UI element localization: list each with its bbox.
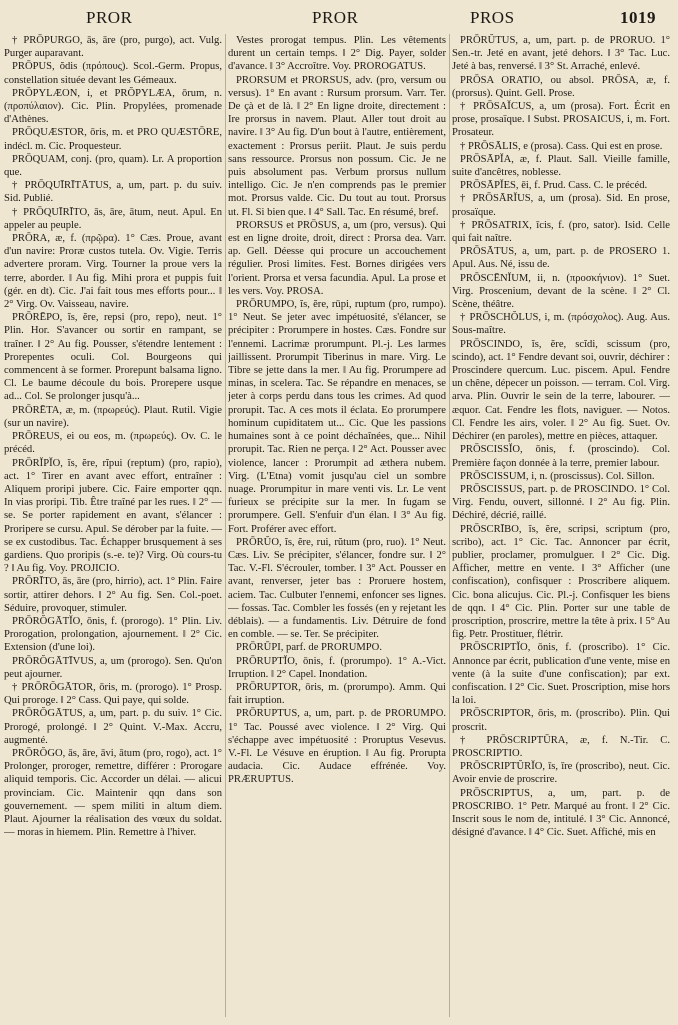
dictionary-entry: PRŌSCĒNĬUM, ii, n. (προσκήνιον). 1° Suet. Virg. Proscenium, devant de la scène. ‖ 2° Cl. Scène, théâtre.: [452, 272, 670, 311]
dictionary-entry: † PRŌPURGO, ās, āre (pro, purgo), act. Vulg. Purger auparavant.: [4, 35, 222, 60]
dictionary-entry: PRŌSĀTUS, a, um, part. p. de PROSERO 1. Apul. Aus. Né, issu de.: [452, 246, 670, 271]
dictionary-entry: PRŌSCISSĬO, ōnis, f. (proscindo). Col. Première façon donnée à la terre, premier labour.: [452, 444, 670, 469]
header-right-guide-word: PROS: [470, 8, 515, 27]
dictionary-entry: PRŌSCRIPTOR, ōris, m. (proscribo). Plin. Qui proscrit.: [452, 708, 670, 733]
dictionary-entry: PRŌRUPTUS, a, um, part. p. de PRORUMPO. 1° Tac. Poussé avec violence. ‖ 2° Virg. Qui s'échappe avec impétuosité : Proruptus Vesevus. V.-Fl. Le Vésuve en éruption. ‖ Au fig. Prorupta audacia. Cic. Audace effrénée. Voy. PRÆRUPTUS.: [228, 708, 446, 786]
dictionary-entry: PRŌRŬTUS, a, um, part. p. de PRORUO. 1° Sen.-tr. Jeté en avant, jeté dehors. ‖ 3° Tac. Luc. Jeté à bas, renversé. ‖ 3° St. Arraché, enlevé.: [452, 35, 670, 73]
text-columns: [4, 34, 670, 1017]
dictionary-entry: Vestes prorogat tempus. Plin. Les vêtements durent un certain temps. ‖ 2° Dig. Payer, solder d'avance. ‖ 3° Accroître. Voy. PROROGATUS.: [228, 35, 446, 73]
dictionary-entry: PRŌSĀPĬES, ēi, f. Prud. Cass. C. le précéd.: [460, 180, 648, 192]
column-3: [452, 34, 670, 1017]
dictionary-entry: PRŌSĀPĬA, æ, f. Plaut. Sall. Vieille famille, suite d'ancêtres, noblesse.: [452, 153, 670, 179]
dictionary-entry: PRŌRŬO, ĭs, ĕre, rui, rŭtum (pro, ruo). 1° Neut. Cæs. Liv. Se précipiter, s'élancer, fondre sur. ‖ 2° Tac. V.-Fl. S'écrouler, tomber. ‖ 3° Act. Pousser en avant, renverser, jeter bas : Proruere hostem, aciem. Tac. Culbuter l'ennemi, enfoncer ses lignes. — fossas. Tac. Combler les fossés (en y rejetant les déblais). — a fundamentis. Liv. Détruire de fond en comble. — se. Ter. Se précipiter.: [228, 536, 446, 641]
dictionary-entry: PRŌRĒTA, æ, m. (πρωρεύς). Plaut. Rutil. Vigie (sur un navire).: [4, 404, 222, 429]
dictionary-entry: † PRŌSCHŎLUS, i, m. (πρόσχολος). Aug. Aus. Sous-maître.: [452, 312, 670, 337]
running-header: [0, 6, 678, 30]
header-left-guide-word: PROR: [86, 8, 133, 27]
column-2: [228, 34, 446, 1017]
dictionary-entry: PRŌSA ORATIO, ou absol. PRŌSA, æ, f. (prorsus). Quint. Gell. Prose.: [452, 74, 670, 99]
dictionary-entry: † PRŌSĀRĬUS, a, um (prosa). Sid. En prose, prosaïque.: [452, 193, 670, 218]
dictionary-entry: PRŌRŎGĀTĪVUS, a, um (prorogo). Sen. Qu'on peut ajourner.: [4, 655, 222, 680]
dictionary-entry: PRŌRUMPO, ĭs, ĕre, rūpi, ruptum (pro, rumpo). 1° Neut. Se jeter avec impétuosité, s'élancer, se précipiter : Prorumpere in hostes. Cæs. Fondre sur l'ennemi. Lacrimæ prorumpunt. Pl.-j. Les larmes jaillissent. Prorumpit Tiberinus in mare. Virg. Le Tibre se jette dans la mer. ‖ Au fig. Prorumpere ad minas, in scelera. Tac. Se répandre en menaces, se jeter à corps perdu dans tous les crimes. Ad quod prorupit. Tac. A ces mots il éclata. Eo prorumpere hominum cupiditatem ut... Cic. Que les passions humaines sont à ce point déchaînées, que... Nihil prorupit. Tac. Rien ne perça. ‖ 2° Act. Pousser avec violence, lancer : Prorumpit ad æthera nubem. Virg. (L'Etna) vomit jusqu'au ciel un sombre nuage. Prorumpitur in mare venti vis. Lr. Le vent furieux se précipite sur la mer. In fugam se prorumpere. Gell. S'enfuir d'un élan. ‖ 3° Au fig. Fort. Proférer avec effort.: [228, 299, 446, 535]
page-number: 1019: [620, 8, 656, 27]
dictionary-entry: PRŌSCINDO, ĭs, ĕre, scĭdi, scissum (pro, scindo), act. 1° Fendre devant soi, ouvrir, déchirer : Proscindere quercum. Luc. piscem. Apul. Fendre un chêne, dépecer un poisson. — terram. Col. Virg. arva. Plin. Ouvrir le sein de la terre, labourer. — æquor. Cat. Fendre les flots, naviguer. — Notos. Cl. Fendre les airs, voler. ‖ 2° Au fig. Suet. Ov. Déchirer (en paroles), mettre en pièces, attaquer.: [452, 338, 670, 443]
dictionary-entry: PRŌQUÆSTOR, ōris, m. et PRO QUÆSTŌRE, indécl. m. Cic. Proquesteur.: [4, 127, 222, 152]
dictionary-entry: † PRŌSCRIPTŪRA, æ, f. N.-Tir. C. PROSCRIPTIO.: [452, 734, 670, 759]
dictionary-entry: † PRŌQUĪRĪTĀTUS, a, um, part. p. du suiv. Sid. Publié.: [4, 180, 222, 205]
dictionary-entry: † PRŌQUĪRĪTO, ās, āre, ātum, neut. Apul. En appeler au peuple.: [4, 206, 222, 231]
dictionary-entry: PRŎPYLÆON, i, et PRŎPYLÆA, ōrum, n. (προπύλαιον). Cic. Plin. Propylées, promenade d'Athènes.: [4, 87, 222, 126]
dictionary-entry: PRORSUM et PRORSUS, adv. (pro, versum ou versus). 1° En avant : Rursum prorsum. Varr. Ter. De çà et de là. ‖ 2° En ligne droite, directement : Ire prorsus in navem. Plaut. Aller tout droit au navire. ‖ 3° Au fig. D'un bout à l'autre, entièrement, exactement : Prorsus periit. Plaut. Je suis perdu sans ressource. Prorsus non possum. Cic. Je ne puis absolument pas. Verbum prorsus nullum intelligo. Cic. Je n'en comprends pas le premier mot. Prorsus valde. Cic. Du tout au tout. Prorsus ut. Fl. Si bien que. ‖ 4° Sall. Tac. En résumé, bref.: [228, 74, 446, 218]
header-center-guide-word: PROR: [312, 8, 359, 27]
dictionary-entry: † PRŌRŎGĀTOR, ōris, m. (prorogo). 1° Prosp. Qui proroge. ‖ 2° Cass. Qui paye, qui solde.: [4, 681, 222, 707]
dictionary-entry: PRŌRŪPI, parf. de PRORUMPO.: [236, 642, 382, 654]
column-divider: [449, 34, 450, 1017]
dictionary-entry: PRŌRA, æ, f. (πρῷρα). 1° Cæs. Proue, avant d'un navire: Proræ custos tutela. Ov. Vigie. Terris advertere proram. Virg. Tourner la proue vers la terre, aborder. ‖ Au fig. Mihi prora et puppis fuit (gér. en dt). Cic. J'ai fait tous mes efforts pour... ‖ 2° Virg. Ov. Vaisseau, navire.: [4, 233, 222, 311]
dictionary-entry: PRŌSCISSUS, part. p. de PROSCINDO. 1° Col. Virg. Fendu, ouvert, sillonné. ‖ 2° Au fig. Plin. Déchiré, décrié, raillé.: [452, 483, 670, 522]
dictionary-entry: PRŌRĬPĬO, ĭs, ĕre, rĭpui (reptum) (pro, rapio), act. 1° Tirer en avant avec effort, entraîner : Aliquem proripi jubere. Cic. Faire emporter qqn. In vias proripi. Tib. Être traîné par les rues. ‖ 2° — se. Se porter rapidement en avant, s'élancer : Proripere se cursu. Apul. Se dérober par la fuite. — se ex custodibus. Tac. Échapper brusquement à ses gardiens. Quo proripis (s.-e. te)? Virg. Où cours-tu ? ‖ Au fig. Voy. PROJICIO.: [4, 457, 222, 575]
column-1: [4, 34, 222, 1017]
dictionary-entry: PRŌRŎGĀTUS, a, um, part. p. du suiv. 1° Cic. Prorogé, prolongé. ‖ 2° Quint. V.-Max. Accru, augmenté.: [4, 708, 222, 746]
dictionary-entry: PRŌREUS, ei ou eos, m. (πρωρεύς). Ov. C. le précéd.: [4, 431, 222, 456]
dictionary-entry: PRŌQUAM, conj. (pro, quam). Lr. A proportion que.: [4, 153, 222, 179]
dictionary-entry: PRŌRĒPO, ĭs, ĕre, repsi (pro, repo), neut. 1° Plin. Hor. S'avancer ou sortir en rampant, se traîner. ‖ 2° Au fig. Pousser, s'étendre lentement : Prorepentes oculi. Col. Bourgeons qui commencent à se former. Prorepunt balsama ligno. Cl. Le baume découle du bois. Prorepere usque ad... Col. Se prolonger jusqu'à...: [4, 312, 222, 403]
dictionary-entry: † PRŌSATRIX, īcis, f. (pro, sator). Isid. Celle qui fait naître.: [452, 219, 670, 245]
dictionary-entry: PRŌRUPTOR, ōris, m. (prorumpo). Amm. Qui fait irruption.: [228, 681, 446, 707]
dictionary-entry: PRŌSCRIPTĬO, ōnis, f. (proscribo). 1° Cic. Annonce par écrit, publication d'une vente, mise en vente (à la suite d'une confiscation); par ext. confiscation. ‖ 2° Cic. Suet. Proscription, mise hors la loi.: [452, 642, 670, 707]
column-divider: [225, 34, 226, 1017]
dictionary-entry: PRŌRŎGĀTĬO, ōnis, f. (prorogo). 1° Plin. Liv. Prorogation, prolongation, ajournement. ‖ 2° Cic. Extension (d'une loi).: [4, 615, 222, 654]
dictionary-entry: PRORSUS et PRŌSUS, a, um (pro, versus). Qui est en ligne droite, droit, direct : Prorsa dea. Varr. ap. Gell. Déesse qui procure un accouchement régulier. Prosi limites. Fest. Bornes dirigées vers l'orient. Prorsa et versa facundia. Apul. La prose et les vers. Voy. PROSA.: [228, 219, 446, 297]
dictionary-entry: PRŌRĪTO, ās, āre (pro, hirrio), act. 1° Plin. Faire sortir, attirer dehors. ‖ 2° Au fig. Sen. Col.-poet. Séduire, provoquer, stimuler.: [4, 576, 222, 614]
dictionary-entry: PRŌSCRIPTŬRĬO, īs, īre (proscribo), neut. Cic. Avoir envie de proscrire.: [452, 761, 670, 786]
dictionary-entry: PRŌSCRĪBO, ĭs, ĕre, scripsi, scriptum (pro, scribo), act. 1° Cic. Tac. Annoncer par écrit, publier, proclamer, promulguer. ‖ 2° Cic. Dig. Afficher, mettre en vente. ‖ 3° Afficher (une confiscation), confisquer : Proscribere aliquem. Cic. bona alicujus. Cic. Pl.-j. Confisquer les biens de qqn. ‖ 4° Cic. Plin. Porter sur une table de proscription, proscrire, mettre la tête à prix. ‖ 5° Au fig. Petr. Prostituer, flétrir.: [452, 523, 670, 641]
dictionary-entry: PRŌRŎGO, ās, āre, āvi, ātum (pro, rogo), act. 1° Prolonger, proroger, remettre, différer : Prorogare aliquid temporis. Cic. Accorder un délai. — alicui provinciam. Cic. Maintenir qqn dans son gouvernement. — spem militi in altum diem. Plaut. Ajourner la réalisation des vœux du soldat. — moras in hiemem. Plin. Remettre à l'hiver.: [4, 747, 222, 839]
dictionary-entry: † PRŌSĀLIS, e (prosa). Cass. Qui est en prose.: [460, 140, 663, 152]
dictionary-entry: PRŌSCISSUM, i, n. (proscissus). Col. Sillon.: [460, 470, 655, 482]
dictionary-entry: PRŌSCRIPTUS, a, um, part. p. de PROSCRIBO. 1° Petr. Marqué au front. ‖ 2° Cic. Inscrit sous le nom de, intitulé. ‖ 3° Cic. Annoncé, désigné d'avance. ‖ 4° Cic. Suet. Affiché, mis en: [452, 787, 670, 839]
dictionary-entry: † PRŌSAĬCUS, a, um (prosa). Fort. Écrit en prose, prosaïque. ‖ Subst. PROSAICUS, i, m. Fort. Prosateur.: [452, 101, 670, 139]
dictionary-entry: PRŌPUS, ŏdis (πρόπους). Scol.-Germ. Propus, constellation située devant les Gémeaux.: [4, 61, 222, 86]
dictionary-entry: PRŌRUPTĬO, ōnis, f. (prorumpo). 1° A.-Vict. Irruption. ‖ 2° Capel. Inondation.: [228, 655, 446, 680]
